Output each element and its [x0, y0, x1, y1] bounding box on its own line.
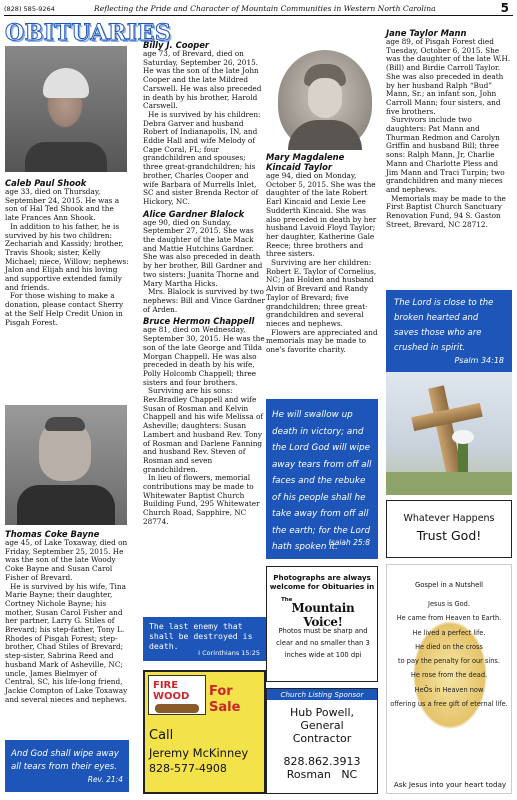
header-tagline: Reflecting the Pride and Character of Mountain Communities in Western North Carolina	[94, 4, 436, 13]
verse-text: The last enemy that shall be destroyed is death.	[149, 621, 253, 651]
column-3	[266, 152, 382, 355]
gospel-line: to pay the penalty for our sins.	[398, 657, 500, 666]
obit-text: In lieu of flowers, memorial contributions may be made to Whitewater Baptist Church Building Fund, 295 Whitewater Church Road, Sapphire, NC 28774.	[143, 473, 260, 526]
verse-rev	[5, 740, 129, 792]
gospel-line: He came from Heaven to Earth.	[396, 614, 502, 623]
sponsor-phone: 828.862.3913	[283, 755, 361, 768]
notice-brand-small: The	[281, 597, 293, 603]
caleb-photo	[5, 46, 127, 172]
firewood-phone: 828-577-4908	[149, 762, 227, 775]
header-phone: (828) 585-9264	[4, 5, 55, 13]
sponsor-name-3: Contractor	[292, 732, 352, 745]
firewood-logo	[148, 675, 206, 715]
mountain-voice-logo: Mountain Voice!	[291, 601, 355, 629]
obit-text: He is survived by his children: Debra Garver and husband Robert of Indianapolis, IN, and Eddie Hall and wife Melody of Cape Coral, FL; four grandchildren and spouses; three great-grandchildren; his brother, Charles Cooper and wife Barbara of Murrells Inlet, SC and sister Brenda Rector of Hickory, NC.	[143, 109, 261, 206]
gospel-line: HeÕs in Heaven now	[414, 685, 484, 694]
obit-text: age 90, died on Sunday, September 27, 2015. She was the daughter of the late Mack and Mattie Hutchins Gardner. She was also preceded in death by her brother, Bill Gardner and two sisters: Juanita Thorne and Mary Martha Hicks.	[143, 217, 263, 288]
firewood-logo-text: FIRE WOOD	[153, 680, 190, 702]
mary-photo	[278, 50, 372, 150]
obit-text: age 94, died on Monday, October 5, 2015. She was the daughter of the late Robert Earl Kincaid and Lexie Lee Sudderth Kincaid. She was also preceded in death by her husband Lavoid Floyd Taylor; her daughter, Katherine Gale Reece; three brothers and three sisters.	[266, 171, 377, 259]
verse-psalm	[386, 290, 512, 372]
gospel-title: Gospel in a Nutshell	[414, 581, 484, 589]
section-title: OBITUARIES	[5, 20, 172, 46]
column-1	[5, 176, 129, 327]
obit-name-mary: Mary Magdalene Kincaid Taylor	[266, 152, 345, 172]
verse-ref: Isaiah 25:8	[328, 537, 370, 547]
obit-text: Mrs. Blalock is survived by two nephews: Bill and Vince Gardner of Arden.	[143, 287, 265, 314]
obit-name-billy: Billy J. Cooper	[143, 40, 210, 50]
obit-text: age 89, of Pisgah Forest died Tuesday, October 6, 2015. She was the daughter of the late W.H. (Bill) and Birdie Carroll Taylor. She was also preceded in death by her husband Ralph “Bud” Mann, Sr.; an infant son, John Carroll Mann; four sisters, and five brothers.	[386, 37, 511, 116]
sponsor-name-2: General	[300, 719, 344, 732]
obit-text: Surviving are his sons: Rev.Bradley Chappell and wife Susan of Rosman and Kelvin Chappell and his wife Melissa of Asheville; daughters: Susan Lambert and husband Rev. Tony of Rosman and Darlene Fanning and husband Rev. Steven of Rosman and seven grandchildren.	[143, 386, 264, 474]
column-1-lower	[5, 527, 129, 704]
obit-text: age 33, died on Thursday, September 24, 2015. He was a son of Hal Ted Shook and the late Frances Ann Shook.	[5, 187, 120, 223]
obit-name-jane: Jane Taylor Mann	[386, 28, 467, 38]
gospel-line: Jesus is God.	[428, 600, 470, 608]
page-number: 5	[500, 1, 509, 15]
obit-text: Flowers are appreciated and memorials may be made to one's favorite charity.	[266, 327, 378, 355]
firewood-call: Call	[149, 728, 174, 743]
obit-text: age 81, died on Wednesday, September 30, 2015. He was the son of the late George and Tilda Morgan Chappell. He was also preceded in death by his wife, Polly Holcomb Chappell; three sisters and four brothers.	[143, 325, 265, 387]
gospel-nutshell	[386, 564, 512, 794]
obit-text: Surviving are her children: Robert E. Taylor of Cornelius, NC; Jan Holden and husband Alvin of Brevard and Randy Taylor of Brevard; five grandchildren; three great-grandchildren and several nieces and nephews.	[266, 258, 377, 328]
obit-text: Memorials may be made to the First Baptist Church Sanctuary Renovation Fund, 94 S. Gaston Street, Brevard, NC 28712.	[386, 193, 506, 229]
gospel-lines	[387, 597, 511, 711]
verse-ref: Rev. 21:4	[87, 775, 123, 784]
column-2	[143, 40, 266, 527]
notice-line-2: welcome for Obituaries in	[269, 582, 375, 591]
page-header	[4, 2, 513, 16]
notice-note: Photos must be sharp and clear and no smaller than 3 inches wide at 100 dpi	[276, 627, 370, 659]
photos-notice	[266, 566, 378, 682]
obit-name-alice: Alice Gardner Blalock	[143, 208, 245, 219]
obit-name-caleb: Caleb Paul Shook	[5, 178, 87, 188]
column-4	[386, 28, 512, 229]
sponsor-header: Church Listing Sponsor	[267, 689, 377, 700]
church-sponsor	[266, 688, 378, 794]
gospel-line: He lived a perfect life.	[412, 628, 486, 637]
gospel-line: He rose from the dead.	[410, 671, 488, 680]
verse-text: He will swallow up death in victory; and the Lord God will wipe away tears from off all faces and the rebuke of his people shall he take away from off all the earth; for the Lord hath spoken it.	[272, 410, 372, 552]
obit-text: age 73, of Brevard, died on Saturday, September 26, 2015. He was the son of the late John Cooper and the late Mildred Carswell. He was also preceded in death by his brother, Harold Carswell.	[143, 49, 262, 111]
sponsor-name-1: Hub Powell,	[289, 706, 355, 719]
sponsor-city: Rosman	[286, 768, 331, 781]
verse-text: And God shall wipe away all tears from their eyes.	[11, 749, 119, 772]
verse-text: The Lord is close to the broken hearted and saves those who are crushed in spirit.	[394, 298, 494, 353]
whatever-line-1: Whatever Happens	[403, 513, 495, 524]
whatever-line-2: Trust God!	[416, 528, 482, 543]
obit-text: In addition to his father, he is survived by his two children: Zechariah and Kassidy; brother, Travis Shook; sister, Kelly Michael; niece, Willow; nephews: Jalon and Elijah and his loving and supportive extended family and friends.	[5, 221, 129, 292]
verse-ref: I Corinthians 15:25	[198, 649, 260, 657]
sponsor-state: NC	[341, 768, 358, 781]
verse-cor	[143, 617, 266, 661]
thomas-photo	[5, 405, 127, 525]
sponsor-location	[267, 768, 377, 781]
firewood-for-sale: For Sale	[209, 684, 241, 715]
verse-isaiah	[266, 399, 378, 559]
obit-name-bruce: Bruce Hermon Chappell	[143, 316, 255, 327]
gospel-line: offering us a free gift of eternal life.	[390, 700, 508, 709]
verse-ref: Psalm 34:18	[454, 356, 504, 365]
obit-text: He is survived by his wife, Tina Marie Bayne; their daughter, Cortney Nichole Bayne; his mother, Susan Carol Fisher and her partner, Larry G. Stiles of Brevard; his step-father, Tony L. Rhodes of Pisgah Forest; step-brother, Chad Stiles of Brevard; step-sister, Sabrina Reed and husband Mark of Asheville, NC; uncle, James Bielmyer of Central, SC, his life-long friend, Jackie Compton of Lake Toxaway and several nieces and nephews.	[5, 581, 128, 704]
obit-text: Survivors include two daughters: Pat Mann and Thurman Redmon and Carolyn Griffin and husband Bill; three sons: Ralph Mann, Jr, Charlie Mann and Charlotte Pless and Jim Mann and Traci Turpin; two grandchildren and many nieces and nephews.	[386, 115, 505, 194]
cross-image	[386, 372, 512, 495]
obit-text: For those wishing to make a donation, please contact Sherry at the Self Help Credit Union in Pisgah Forest.	[5, 291, 124, 327]
obit-text: age 45, of Lake Toxaway, died on Friday, September 25, 2015. He was the son of the late Woody Coke Bayne and Susan Carol Fisher of Brevard.	[5, 538, 128, 582]
gospel-footer: Ask Jesus into your heart today	[393, 780, 507, 789]
notice-line-1: Photographs are always	[273, 573, 371, 582]
gospel-line: He died on the cross	[415, 642, 483, 651]
firewood-ad	[143, 670, 266, 794]
whatever-happens	[386, 500, 512, 558]
obit-name-thomas: Thomas Coke Bayne	[5, 529, 100, 539]
firewood-person: Jeremy McKinney	[149, 746, 249, 760]
